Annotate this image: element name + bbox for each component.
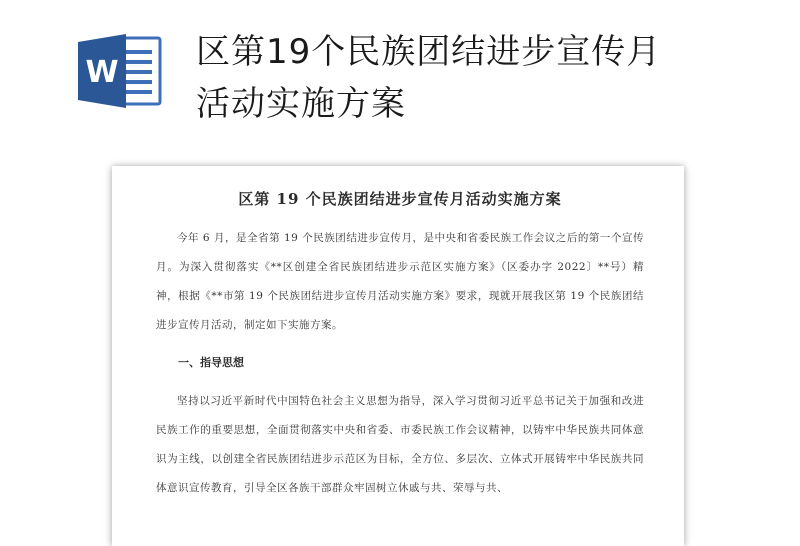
section-paragraph: 坚持以习近平新时代中国特色社会主义思想为指导，深入学习贯彻习近平总书记关于加强和改进民族工作的重要思想，全面贯彻落实中央和省委、市委民族工作会议精神，以铸牢中华民族共同体意识为主线，以创建全省民族团结进步示范区为目标，全方位、多层次、立体式开展铸牢中华民族共同体意识宣传教育，引导全区各族干部群众牢固树立休戚与共、荣辱与共、 xyxy=(156,395,644,494)
header xyxy=(0,0,800,150)
document-title: 区第 19 个民族团结进步宣传月活动实施方案 xyxy=(238,190,562,208)
page-title-line2: 活动实施方案 xyxy=(196,84,406,124)
document-page-preview xyxy=(112,166,684,546)
section-heading: 一、指导思想 xyxy=(178,356,244,369)
document-content xyxy=(156,186,644,503)
word-file-icon xyxy=(76,32,164,110)
page-title-line1: 区第19个民族团结进步宣传月 xyxy=(196,32,662,72)
word-logo-letter: W xyxy=(85,55,119,90)
page-title xyxy=(196,26,756,130)
intro-paragraph: 今年 6 月，是全省第 19 个民族团结进步宣传月，是中央和省委民族工作会议之后的第一个宣传月。为深入贯彻落实《**区创建全省民族团结进步示范区实施方案》（区委办字 2022〕**号）精神，根据《**市第 19 个民族团结进步宣传月活动实施方案》要求，现就开展我区第 19 个民族团结进步宣传月活动，制定如下实施方案。 xyxy=(156,232,644,331)
